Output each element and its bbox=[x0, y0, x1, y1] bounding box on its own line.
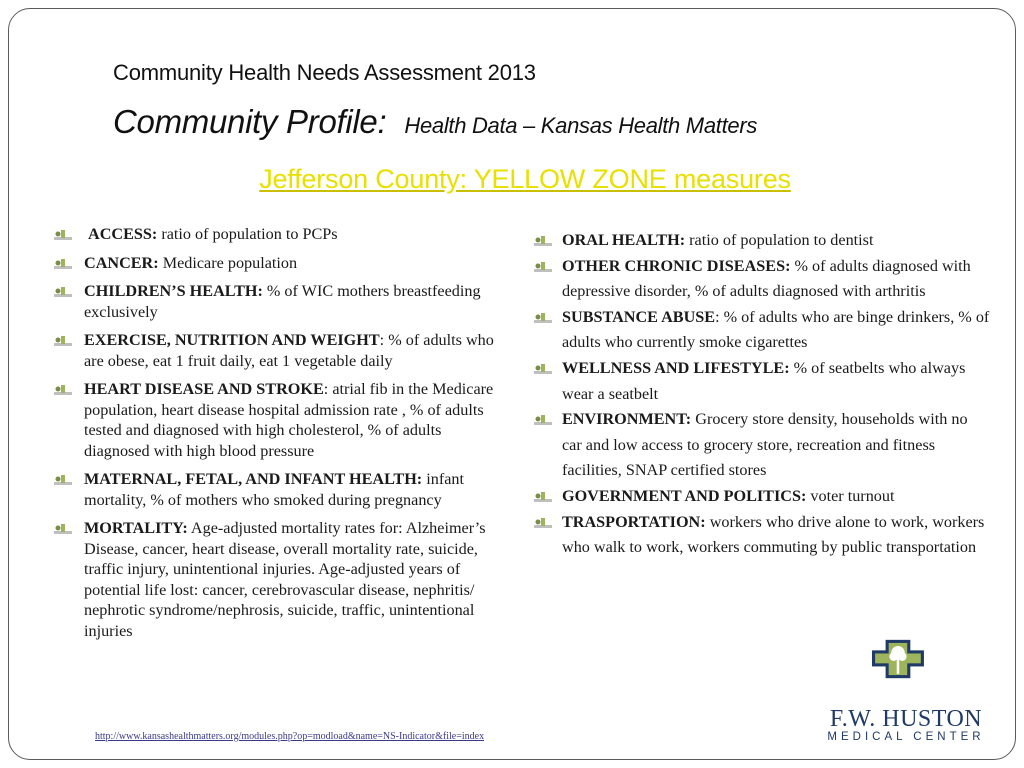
bullet-icon bbox=[54, 335, 72, 347]
bullet-icon bbox=[534, 491, 552, 503]
item-text: Age-adjusted mortality rates for: Alzheimer’s Disease, cancer, heart disease, overall mortality rate, suicide, traffic injury, unintentional injuries. Age-adjusted years of potential life lost: cancer, cerebrovascular disease, nephritis/ nephrotic syndrome/nephrosis, suicide, traffic, unintentional injuries bbox=[84, 519, 486, 640]
item-label: ENVIRONMENT: bbox=[562, 410, 692, 429]
item-text: : % of adults who are binge drinkers, % of adults who currently smoke cigarettes bbox=[562, 307, 990, 352]
list-item bbox=[530, 228, 990, 254]
item-label: WELLNESS AND LIFESTYLE: bbox=[562, 358, 790, 377]
item-label: OTHER CHRONIC DISEASES: bbox=[562, 256, 791, 275]
source-link[interactable]: http://www.kansashealthmatters.org/modules.php?op=modload&name=NS-Indicator&file=index bbox=[95, 731, 485, 742]
item-text: voter turnout bbox=[806, 486, 895, 505]
item-text: workers who drive alone to work, workers who walk to work, workers commuting by public transportation bbox=[562, 512, 985, 557]
title-main: Community Profile: bbox=[113, 103, 387, 140]
item-text: infant mortality, % of mothers who smoked during pregnancy bbox=[84, 470, 464, 509]
list-item bbox=[530, 356, 990, 407]
list-item bbox=[530, 407, 990, 484]
bullet-icon bbox=[534, 261, 552, 273]
bullet-icon bbox=[534, 312, 552, 324]
item-text: ratio of population to PCPs bbox=[157, 225, 338, 243]
bullet-icon bbox=[534, 414, 552, 426]
list-item bbox=[50, 224, 500, 245]
item-text: : % of adults who are obese, eat 1 fruit daily, eat 1 vegetable daily bbox=[84, 331, 494, 370]
logo-subtitle: MEDICAL CENTER bbox=[827, 731, 985, 743]
left-measure-list bbox=[50, 224, 500, 649]
hospital-logo-icon bbox=[818, 638, 994, 706]
list-item bbox=[530, 254, 990, 305]
bullet-icon bbox=[534, 517, 552, 529]
item-text: % of seatbelts who always wear a seatbelt bbox=[562, 358, 966, 403]
list-item bbox=[530, 484, 990, 510]
item-label: SUBSTANCE ABUSE bbox=[562, 307, 716, 326]
item-text: Grocery store density, households with no car and low access to grocery store, recreation and fitness facilities, SNAP certified stores bbox=[562, 410, 968, 480]
item-label: GOVERNMENT AND POLITICS: bbox=[562, 486, 807, 505]
item-label: MORTALITY: bbox=[84, 519, 188, 537]
logo-name: F.W. HUSTON bbox=[829, 706, 983, 732]
item-label: ORAL HEALTH: bbox=[562, 231, 686, 249]
item-text: % of WIC mothers breastfeeding exclusively bbox=[84, 282, 481, 321]
item-text: Medicare population bbox=[158, 253, 298, 272]
item-label: MATERNAL, FETAL, AND INFANT HEALTH: bbox=[84, 470, 423, 488]
bullet-icon bbox=[534, 235, 552, 247]
list-item bbox=[50, 469, 500, 510]
bullet-icon bbox=[534, 363, 552, 375]
bullet-icon bbox=[54, 523, 72, 535]
title-line-2 bbox=[113, 103, 757, 141]
bullet-icon bbox=[54, 384, 72, 396]
item-label: HEART DISEASE AND STROKE bbox=[84, 380, 324, 398]
item-text: : atrial fib in the Medicare population, heart disease hospital admission rate , % of adults tested and diagnosed with high cholesterol, % of adults diagnosed with high blood pressure bbox=[84, 380, 494, 460]
list-item bbox=[50, 379, 500, 461]
right-measure-list bbox=[530, 228, 990, 561]
list-item bbox=[50, 281, 500, 322]
bullet-icon bbox=[54, 286, 72, 298]
title-line-1: Community Health Needs Assessment 2013 bbox=[113, 60, 536, 85]
list-item bbox=[530, 305, 990, 356]
bullet-icon bbox=[54, 229, 72, 241]
item-label: ACCESS: bbox=[88, 225, 158, 243]
list-item bbox=[50, 330, 500, 371]
list-item bbox=[50, 253, 500, 274]
title-sub: Health Data – Kansas Health Matters bbox=[404, 113, 758, 138]
item-label: CHILDREN’S HEALTH: bbox=[84, 282, 263, 300]
zone-subtitle: Jefferson County: YELLOW ZONE measures bbox=[259, 164, 791, 194]
bullet-icon bbox=[54, 258, 72, 270]
list-item bbox=[50, 518, 500, 641]
item-label: CANCER: bbox=[84, 253, 159, 272]
item-text: % of adults diagnosed with depressive disorder, % of adults diagnosed with arthritis bbox=[562, 256, 971, 301]
item-text: ratio of population to dentist bbox=[685, 231, 874, 249]
bullet-icon bbox=[54, 474, 72, 486]
item-label: TRASPORTATION: bbox=[562, 512, 706, 531]
item-label: EXERCISE, NUTRITION AND WEIGHT bbox=[84, 331, 380, 349]
list-item bbox=[530, 510, 990, 561]
